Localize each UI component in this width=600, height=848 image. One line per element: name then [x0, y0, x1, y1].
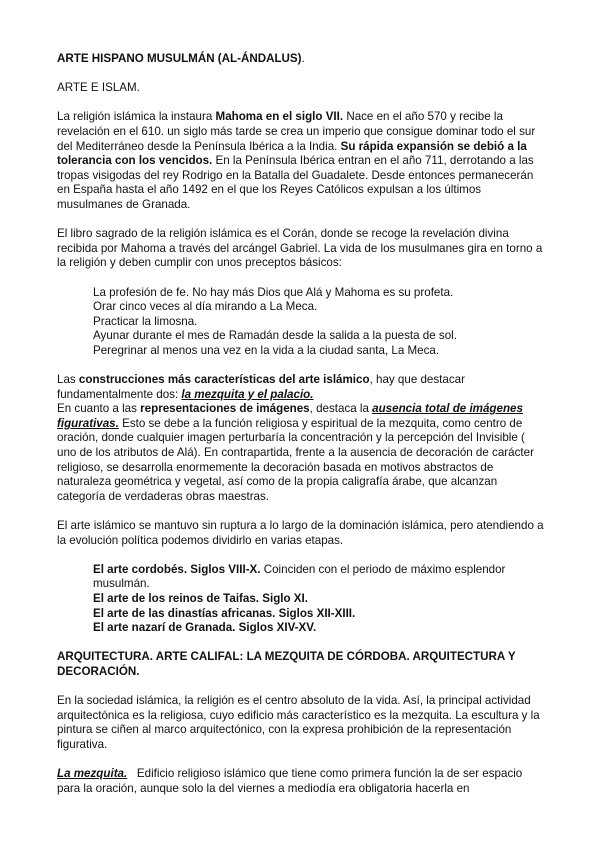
- title-text: ARTE HISPANO MUSULMÁN (AL-ÁNDALUS): [57, 52, 302, 65]
- text-span: En cuanto a las: [57, 402, 141, 416]
- paragraph-mezquita: [57, 767, 547, 796]
- section-subtitle: ARTE E ISLAM.: [57, 81, 140, 95]
- text-span: Las: [57, 373, 79, 387]
- text-span: Nace en el año 570 y recibe la revelación en el 610. un siglo más tarde se crea un imperio que consigue dominar todo el sur del Mediterráneo desde la Península Ibérica a la India.: [57, 110, 536, 153]
- list-item: Practicar la limosna.: [93, 314, 198, 328]
- text-span: Edificio religioso islámico que tiene como primera función la de ser espacio para la oración, aunque solo la del viernes a mediodía era obligatoria hacerla en: [57, 767, 526, 795]
- document-page: [57, 52, 547, 796]
- list-item: Peregrinar al menos una vez en la vida a la ciudad santa, La Meca.: [93, 343, 440, 357]
- text-span: , hay que destacar fundamentalmente dos:: [57, 373, 465, 401]
- paragraph-constructions: [57, 373, 547, 402]
- text-span: La religión islámica la instaura: [57, 110, 216, 124]
- bold-span: Su rápida expansión se debió a la tolerancia con los vencidos.: [57, 139, 527, 168]
- list-item: El arte nazarí de Granada. Siglos XIV-XV.: [93, 621, 317, 635]
- bold-span: Mahoma en el siglo VII.: [215, 110, 344, 124]
- text-span: , destaca la: [309, 402, 373, 416]
- stages-list: [57, 563, 547, 636]
- list-item: Orar cinco veces al día mirando a La Meca.: [93, 300, 318, 314]
- list-item: El arte de los reinos de Taifas. Siglo XI.: [93, 591, 308, 605]
- list-item: Ayunar durante el mes de Ramadán desde la salida a la puesta de sol.: [93, 329, 457, 343]
- bold-underline-span: La mezquita.: [57, 767, 128, 781]
- text-span: En la Península Ibérica entran en el año 711, derrotando a las tropas visigodas del rey Rodrigo en la Batalla del Guadalete. Desde entonces permanecerán en España hasta el año 1492 en el que los Reyes Católicos expulsan a los últimos musulmanes de Granada.: [57, 154, 534, 211]
- bold-span: representaciones de imágenes: [140, 402, 310, 416]
- bold-span: El arte cordobés. Siglos VIII-X.: [93, 562, 261, 576]
- list-item: La profesión de fe. No hay más Dios que Alá y Mahoma es su profeta.: [93, 285, 454, 299]
- section-heading: ARQUITECTURA. ARTE CALIFAL: LA MEZQUITA DE CÓRDOBA. ARQUITECTURA Y DECORACIÓN.: [57, 650, 516, 678]
- title-suffix: .: [301, 52, 305, 65]
- paragraph-society: En la sociedad islámica, la religión es el centro absoluto de la vida. Así, la principal actividad arquitectónica es la religiosa, cuyo edificio más característico es la mezquita. La escultura y la pintura se ciñen al marco arquitectónico, con la expresa prohibición de la representación figurativa.: [57, 694, 540, 751]
- bold-span: construcciones más características del arte islámico: [78, 373, 370, 387]
- text-span: Coinciden con el periodo de máximo esplendor musulmán.: [93, 562, 506, 591]
- bold-underline-span: ausencia total de imágenes figurativas.: [57, 402, 523, 430]
- document-title: [57, 52, 547, 67]
- paragraph-images: [57, 402, 547, 504]
- paragraph-evolution: El arte islámico se mantuvo sin ruptura a lo largo de la dominación islámica, pero atendiendo a la evolución política podemos dividirlo en varias etapas.: [57, 519, 544, 547]
- paragraph-coran: El libro sagrado de la religión islámica es el Corán, donde se recoge la revelación divina recibida por Mahoma a través del arcángel Gabriel. La vida de los musulmanes gira en torno a la religión y deben cumplir con unos preceptos básicos:: [57, 227, 543, 270]
- paragraph-intro: [57, 110, 547, 212]
- list-item: El arte de las dinastías africanas. Siglos XII-XIII.: [93, 606, 356, 620]
- text-span: Esto se debe a la función religiosa y espiritual de la mezquita, como centro de oración, donde cualquier imagen perturbaría la concentración y la percepción del Invisible ( uno de los atributos de Alá). En contrapartida, frente a la ausencia de decoración de carácter religioso, se desarrolla enormemente la decoración basada en motivos abstractos de naturaleza geométrica y vegetal, así como de la propia caligrafía árabe, que alcanzan categoría de verdaderas obras maestras.: [57, 416, 534, 503]
- precepts-list: [57, 286, 547, 359]
- bold-underline-span: la mezquita y el palacio.: [181, 387, 314, 401]
- list-item: [93, 563, 547, 592]
